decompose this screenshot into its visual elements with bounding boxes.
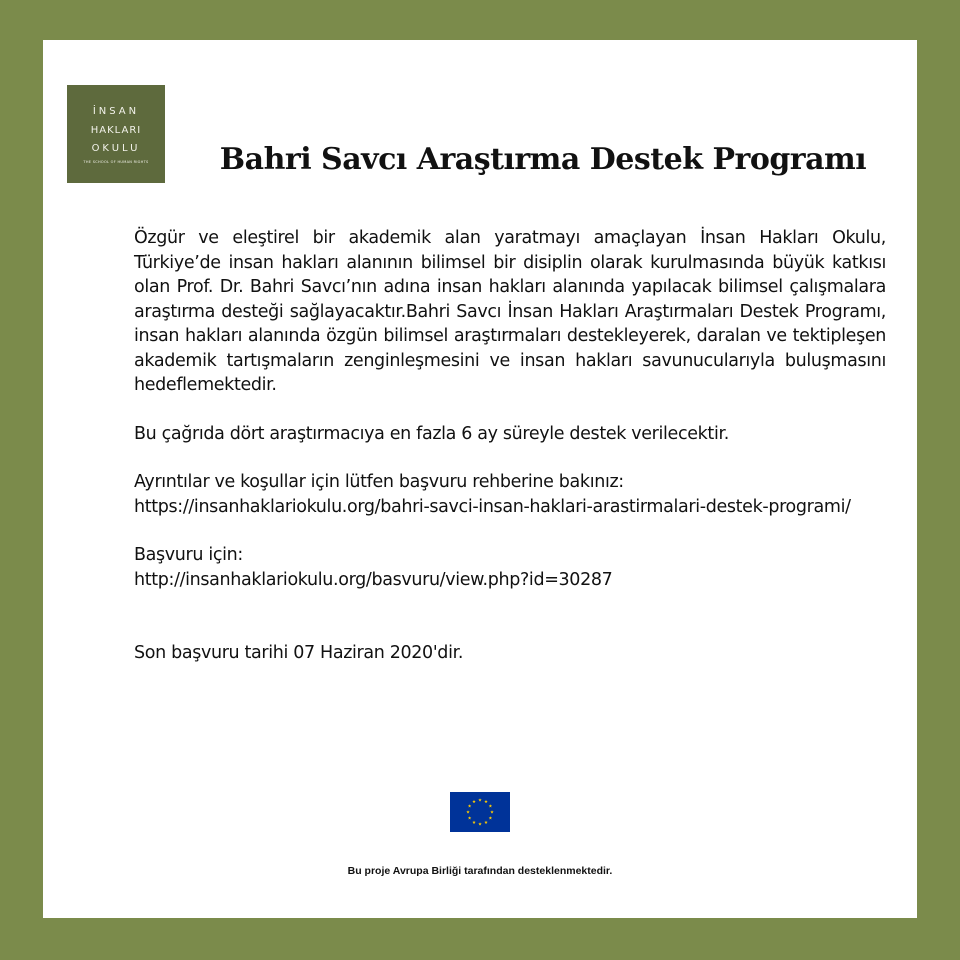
announcement-body — [134, 226, 886, 666]
deadline-text: Son başvuru tarihi 07 Haziran 2020'dir. — [134, 643, 464, 663]
apply-link[interactable]: http://insanhaklariokulu.org/basvuru/view.php?id=30287 — [134, 569, 613, 590]
eu-support-note: Bu proje Avrupa Birliği tarafından desteklenmektedir. — [347, 865, 613, 877]
page-title: Bahri Savcı Araştırma Destek Programı — [219, 142, 867, 177]
logo-tagline: THE SCHOOL OF HUMAN RIGHTS — [83, 160, 149, 164]
poster-card — [43, 40, 917, 918]
guide-label: Ayrıntılar ve koşullar için lütfen başvuru rehberine bakınız: — [134, 472, 624, 492]
apply-label: Başvuru için: — [134, 545, 243, 565]
logo-line-1: İNSAN — [92, 106, 140, 117]
insan-haklari-okulu-logo — [67, 85, 165, 183]
eu-flag-icon — [450, 792, 510, 832]
support-paragraph: Bu çağrıda dört araştırmacıya en fazla 6 ay süreyle destek verilecektir. — [134, 423, 729, 444]
logo-line-2: HAKLARI — [90, 125, 142, 136]
intro-paragraph: Özgür ve eleştirel bir akademik alan yaratmayı amaçlayan İnsan Hakları Okulu, Türkiye’de insan hakları alanının bilimsel bir disiplin olarak kurulmasında büyük katkısı olan Prof. Dr. Bahri Savcı’nın adına insan hakları alanında yapılacak bilimsel çalışmalara araştırma desteği sağlayacaktır.Bahri Savcı İnsan Hakları Araştırmaları Destek Programı, insan hakları alanında özgün bilimsel araştırmaları destekleyerek, daralan ve tektipleşen akademik tartışmaların zenginleşmesini ve insan hakları savunucularıyla buluşmasını hedeflemektedir. — [134, 228, 886, 395]
guide-link[interactable]: https://insanhaklariokulu.org/bahri-savci-insan-haklari-arastirmalari-destek-programi/ — [134, 496, 851, 517]
logo-line-3: OKULU — [91, 143, 141, 154]
